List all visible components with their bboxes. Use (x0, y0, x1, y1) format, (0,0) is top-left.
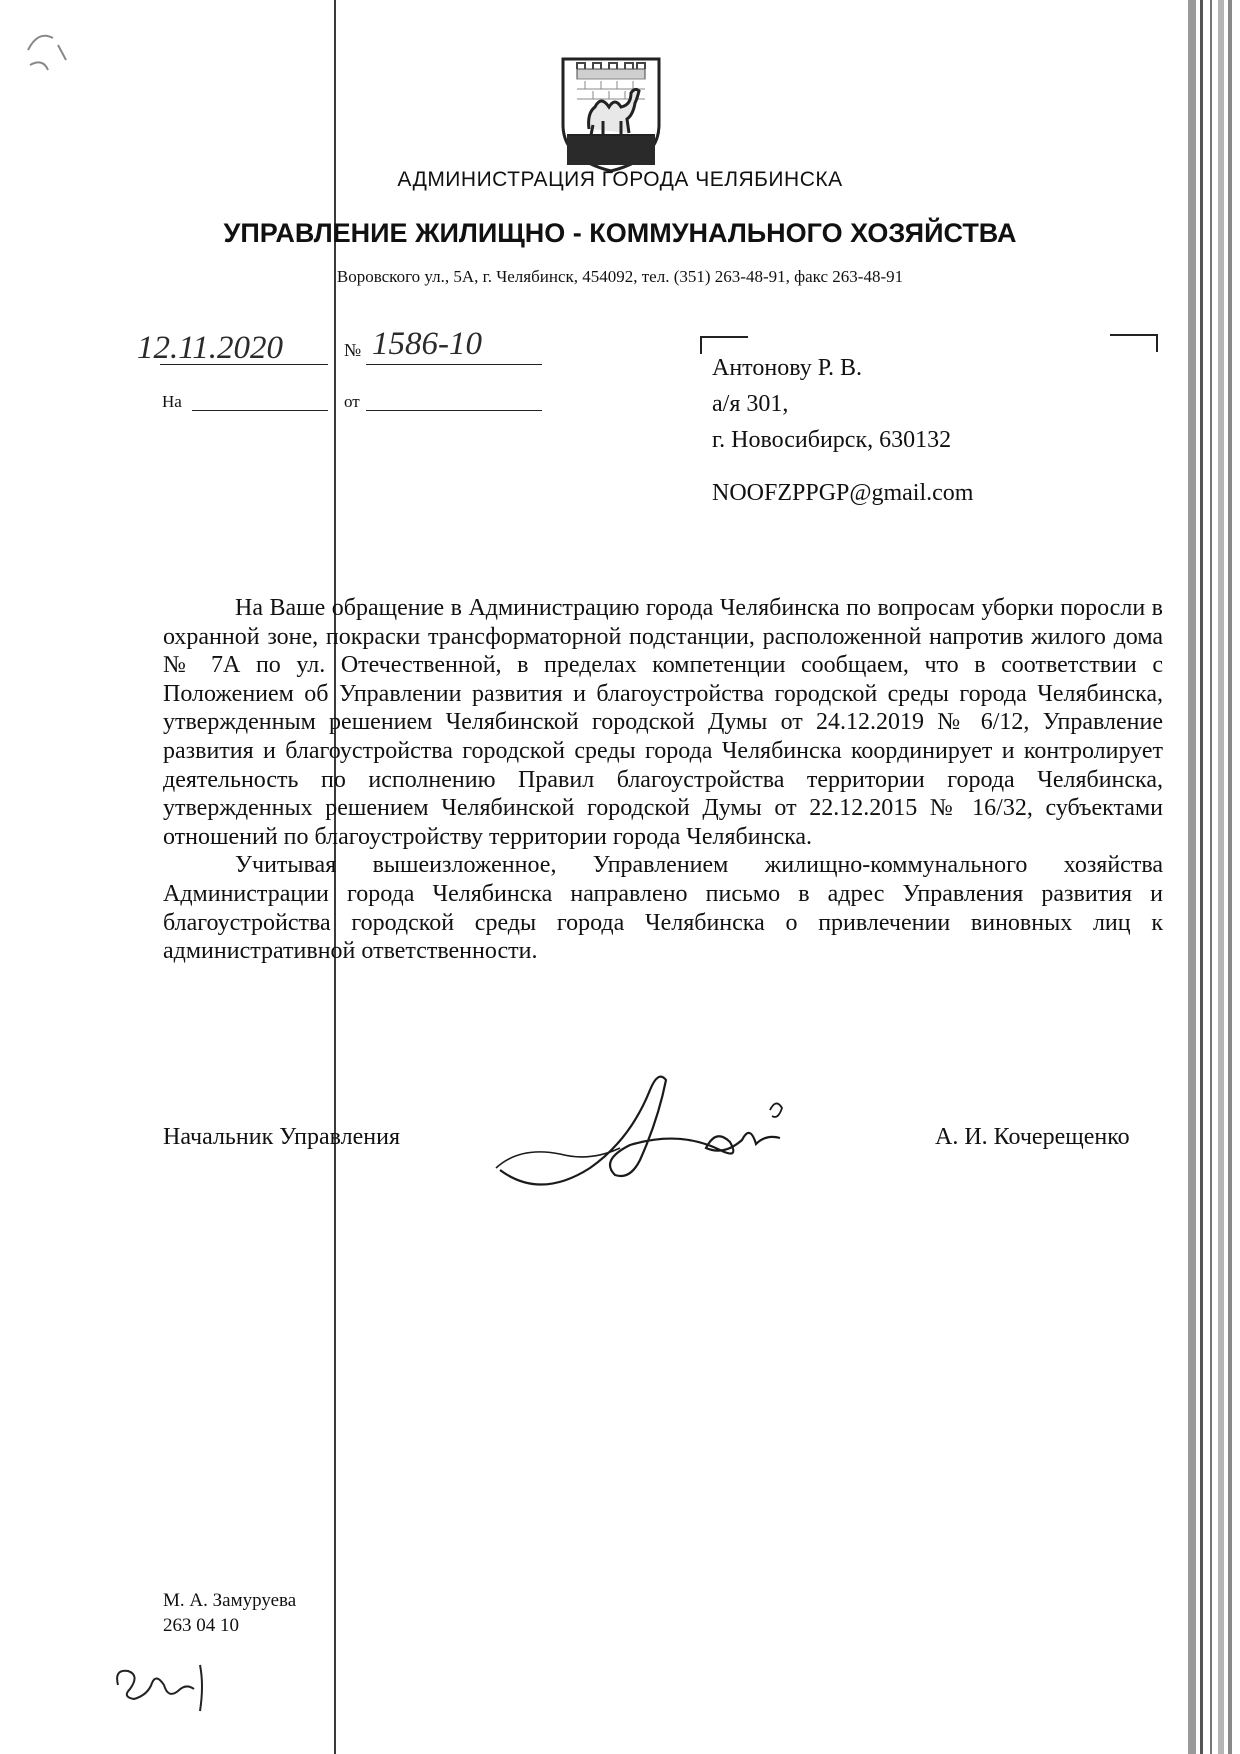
recipient-city: г. Новосибирск, 630132 (712, 427, 952, 453)
letter-number: 1586-10 (372, 326, 482, 362)
scan-edge-band (1228, 0, 1232, 1754)
body-paragraph: На Ваше обращение в Администрацию города Челябинска по вопросам уборки поросли в охранной зоне, покраски трансформаторной подстанции, расположенной напротив жилого дома № 7А по ул. Отечественной, в пределах компетенции сообщаем, что в соответствии с Положением об Управлении развития и благоустройства городской среды города Челябинска, утвержденным решением Челябинской городской Думы от 24.12.2019 № 6/12, Управление развития и благоустройства городской среды города Челябинска координирует и контролирует деятельность по исполнению Правил благоустройства территории города Челябинска, утвержденных решением Челябинской городской Думы от 22.12.2015 № 16/32, субъектами отношений по благоустройству территории города Челябинска. (163, 595, 1163, 850)
executor-block (163, 1588, 296, 1638)
number-label: № (344, 340, 362, 360)
reply-from-underline (366, 410, 542, 411)
corner-mark (18, 20, 78, 80)
letter-body (163, 594, 1163, 966)
scan-edge-band (1200, 0, 1203, 1754)
address-corner-right (1110, 334, 1158, 352)
scan-edge-band (1188, 0, 1196, 1754)
letter-date: 12.11.2020 (137, 330, 284, 366)
reply-to-underline (192, 410, 328, 411)
signer-position: Начальник Управления (163, 1124, 400, 1150)
scan-edge-band (1210, 0, 1212, 1754)
reply-to-label: На (162, 392, 182, 411)
reply-from-label: от (344, 392, 360, 411)
organization-name: АДМИНИСТРАЦИЯ ГОРОДА ЧЕЛЯБИНСКА (397, 168, 843, 191)
handwritten-signature (480, 1050, 820, 1200)
recipient-name: Антонову Р. В. (712, 355, 863, 381)
recipient-email: NOOFZPPGP@gmail.com (712, 480, 974, 506)
date-underline (160, 364, 328, 365)
body-paragraph: Учитывая вышеизложенное, Управлением жилищно-коммунального хозяйства Администрации города Челябинска направлено письмо в адрес Управления развития и благоустройства городской среды города Челябинска о привлечении виновных лиц к административной ответственности. (163, 852, 1163, 965)
handwritten-initials (108, 1655, 218, 1715)
number-underline (366, 364, 542, 365)
executor-phone: 263 04 10 (163, 1615, 239, 1636)
scan-edge-band (1218, 0, 1224, 1754)
recipient-po-box: а/я 301, (712, 391, 789, 417)
signer-name: А. И. Кочерещенко (935, 1124, 1130, 1150)
executor-name: М. А. Замуруева (163, 1590, 297, 1611)
department-name: УПРАВЛЕНИЕ ЖИЛИЩНО - КОММУНАЛЬНОГО ХОЗЯЙСТВА (223, 218, 1017, 248)
recipient-block (712, 350, 951, 458)
department-address: Воровского ул., 5А, г. Челябинск, 454092, тел. (351) 263-48-91, факс 263-48-91 (336, 267, 904, 286)
city-emblem-icon (557, 55, 665, 173)
